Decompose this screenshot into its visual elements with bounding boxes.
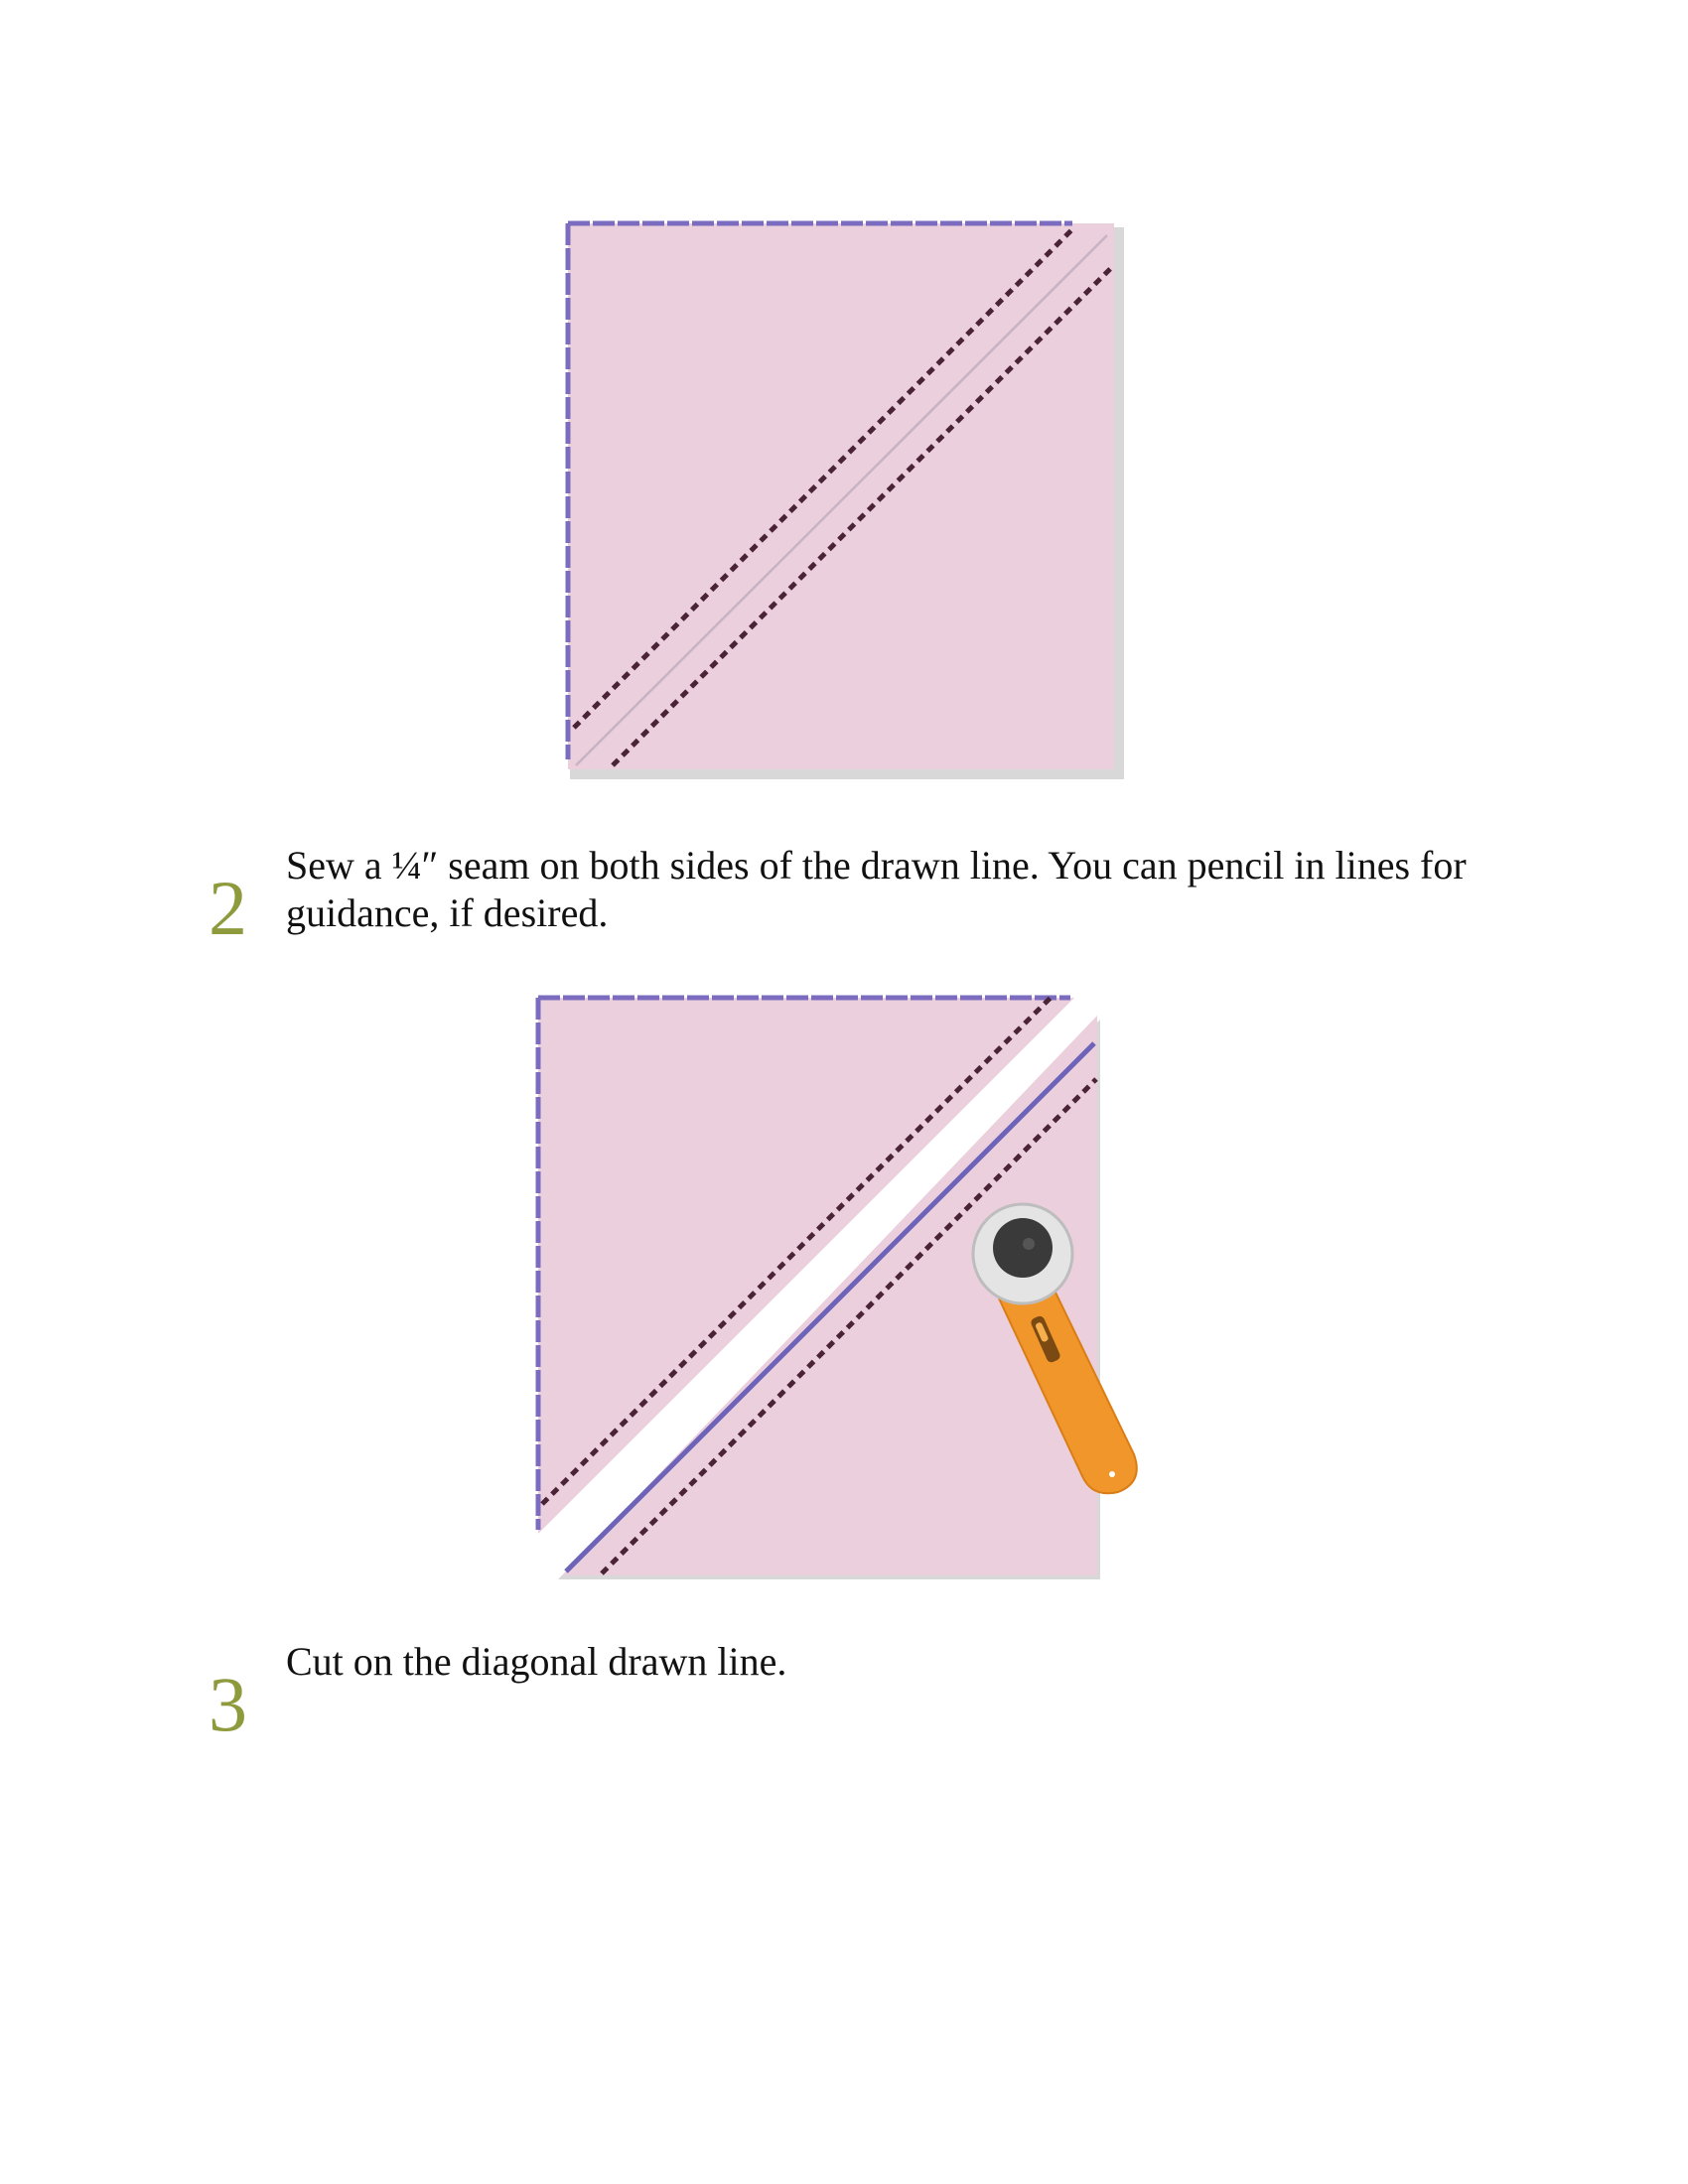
step-text-2: Sew a ¼″ seam on both sides of the drawn line. You can pencil in lines for guidance, if desired.: [286, 843, 1467, 935]
step-text-3: Cut on the diagonal drawn line.: [286, 1639, 787, 1684]
cutter-blade-center: [1023, 1238, 1035, 1250]
cutter-blade-hub: [993, 1218, 1053, 1278]
step-number-3: 3: [209, 1661, 247, 1747]
fabric-square: [568, 223, 1114, 769]
step-number-2: 2: [209, 865, 247, 951]
sewn-square-diagram: [556, 213, 1132, 789]
cut-square-diagram: [526, 988, 1162, 1593]
cutter-handle-hole: [1109, 1471, 1115, 1477]
